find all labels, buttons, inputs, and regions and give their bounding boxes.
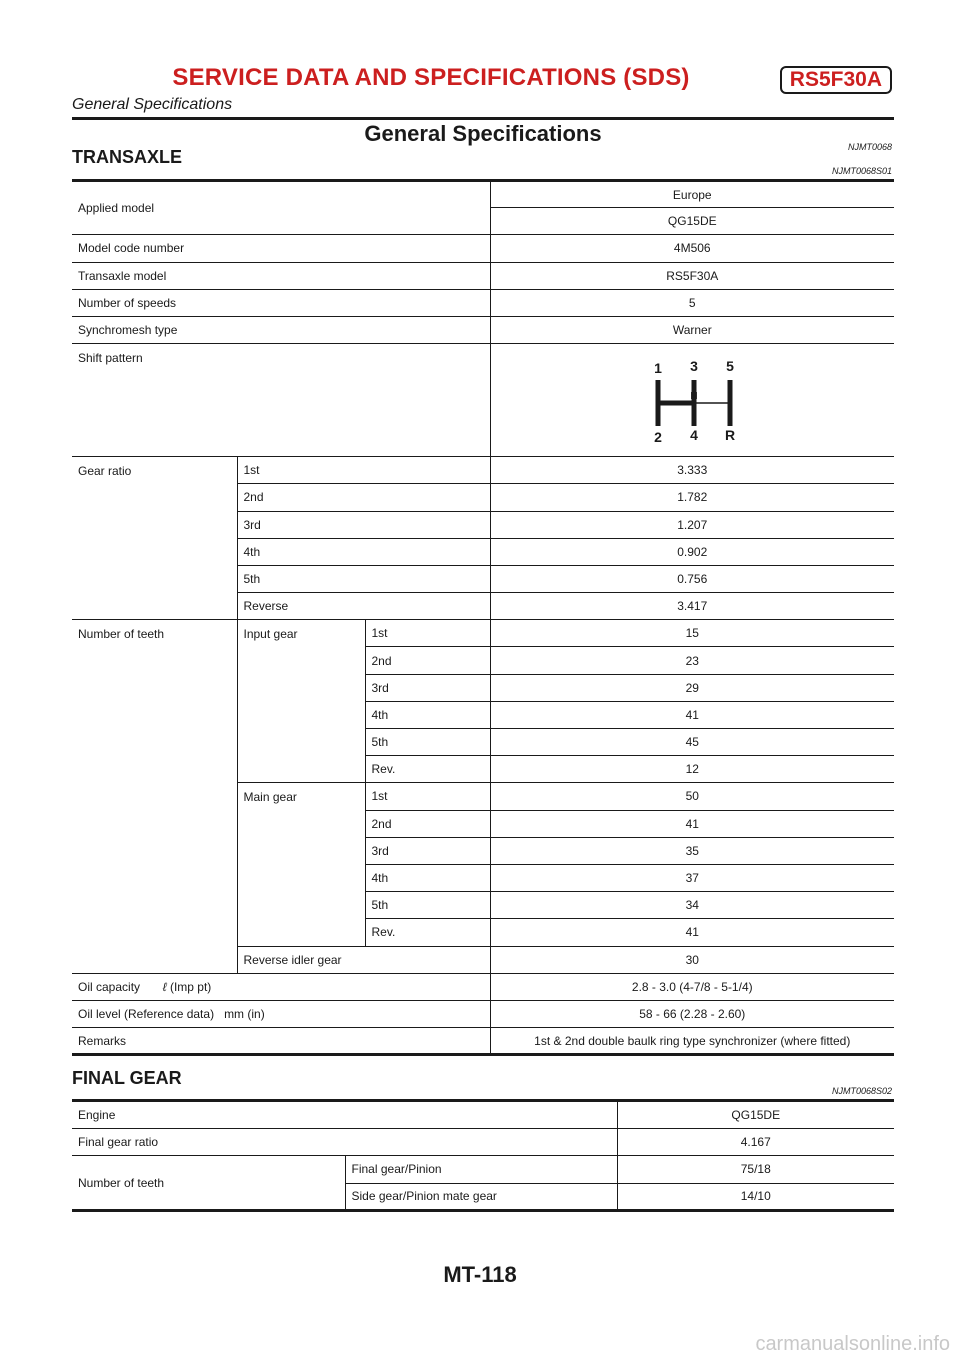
gear-ratio-gear: 2nd [237, 484, 490, 511]
main-gear-gear: 5th [365, 892, 490, 919]
input-gear-gear: 1st [365, 620, 490, 647]
final-ratio-label: Final gear ratio [72, 1128, 617, 1156]
header-divider [72, 117, 894, 120]
table-row [72, 1028, 894, 1055]
speeds-value: 5 [490, 289, 894, 316]
final-gear-title: FINAL GEAR [72, 1068, 182, 1088]
final-teeth-item: Side gear/Pinion mate gear [345, 1183, 617, 1211]
shift-pattern-label: Shift pattern [72, 344, 490, 457]
input-gear-value: 15 [490, 620, 894, 647]
liter-symbol: ℓ [162, 979, 167, 994]
gear-ratio-gear: Reverse [237, 593, 490, 620]
gear-ratio-label: Gear ratio [72, 457, 237, 620]
teeth-label: Number of teeth [72, 620, 237, 973]
input-gear-value: 12 [490, 756, 894, 783]
idler-gear-label: Reverse idler gear [237, 946, 490, 973]
input-gear-gear: 4th [365, 701, 490, 728]
oil-capacity-label: Oil capacity [78, 979, 141, 994]
page-code: NJMT0068 [847, 142, 892, 152]
table-row [72, 235, 894, 262]
table-row [72, 1128, 894, 1156]
page-title: General Specifications [364, 121, 602, 146]
table-row [72, 316, 894, 343]
table-row [72, 1000, 894, 1027]
input-gear-value: 45 [490, 729, 894, 756]
gear-ratio-value: 0.756 [490, 565, 894, 592]
model-code-value: 4M506 [490, 235, 894, 262]
main-gear-value: 35 [490, 837, 894, 864]
input-gear-value: 29 [490, 674, 894, 701]
final-teeth-value: 75/18 [617, 1156, 894, 1184]
table-row [72, 457, 894, 484]
applied-model-label: Applied model [78, 201, 155, 216]
gear-neutral-label: N [690, 391, 698, 403]
main-gear-gear: 3rd [365, 837, 490, 864]
gear-r-label: R [725, 427, 736, 444]
applied-model-engine: QG15DE [490, 208, 894, 235]
gear-4-label: 4 [690, 427, 699, 444]
gear-5-label: 5 [726, 358, 735, 375]
remarks-label: Remarks [72, 1028, 490, 1055]
engine-value: QG15DE [617, 1101, 894, 1129]
final-ratio-value: 4.167 [617, 1128, 894, 1156]
idler-gear-value: 30 [490, 946, 894, 973]
table-row [72, 344, 894, 457]
transaxle-model-value: RS5F30A [490, 262, 894, 289]
final-teeth-value: 14/10 [617, 1183, 894, 1211]
table-row [72, 1156, 894, 1184]
input-gear-gear: Rev. [365, 756, 490, 783]
main-gear-gear: 1st [365, 783, 490, 810]
gear-ratio-gear: 3rd [237, 511, 490, 538]
transaxle-model-label: Transaxle model [72, 262, 490, 289]
input-gear-value: 23 [490, 647, 894, 674]
header-subtitle: General Specifications [72, 96, 233, 113]
main-gear-gear: 2nd [365, 810, 490, 837]
main-gear-gear: Rev. [365, 919, 490, 946]
input-gear-gear: 5th [365, 729, 490, 756]
synchromesh-label: Synchromesh type [72, 316, 490, 343]
watermark: carmanualsonline.info [755, 1333, 950, 1355]
gear-ratio-value: 1.207 [490, 511, 894, 538]
main-gear-value: 34 [490, 892, 894, 919]
final-teeth-item: Final gear/Pinion [345, 1156, 617, 1184]
main-gear-gear: 4th [365, 864, 490, 891]
gear-ratio-value: 0.902 [490, 538, 894, 565]
transaxle-code: NJMT0068S01 [831, 166, 892, 176]
gear-2-label: 2 [654, 429, 663, 446]
page-number: MT-118 [443, 1262, 517, 1287]
transaxle-title: TRANSAXLE [72, 147, 183, 167]
applied-model-region: Europe [490, 181, 894, 208]
final-gear-code: NJMT0068S02 [831, 1086, 892, 1096]
gear-ratio-value: 3.417 [490, 593, 894, 620]
final-teeth-label: Number of teeth [72, 1156, 345, 1211]
main-gear-value: 41 [490, 810, 894, 837]
input-gear-value: 41 [490, 701, 894, 728]
input-gear-gear: 2nd [365, 647, 490, 674]
table-row [72, 289, 894, 316]
oil-capacity-label-cell [72, 973, 490, 1000]
main-gear-value: 37 [490, 864, 894, 891]
oil-capacity-unit: (Imp pt) [169, 979, 212, 994]
main-gear-value: 50 [490, 783, 894, 810]
model-code-label: Model code number [72, 235, 490, 262]
page-header [72, 64, 894, 124]
gear-ratio-gear: 5th [237, 565, 490, 592]
final-gear-table [72, 1099, 894, 1212]
table-row [72, 262, 894, 289]
engine-label: Engine [78, 1107, 116, 1122]
gear-ratio-gear: 4th [237, 538, 490, 565]
table-row [72, 1101, 894, 1129]
gear-ratio-value: 1.782 [490, 484, 894, 511]
input-gear-gear: 3rd [365, 674, 490, 701]
main-gear-value: 41 [490, 919, 894, 946]
input-gear-label: Input gear [237, 620, 365, 783]
table-row [72, 620, 894, 647]
main-gear-label: Main gear [237, 783, 365, 946]
gear-ratio-value: 3.333 [490, 457, 894, 484]
speeds-label: Number of speeds [72, 289, 490, 316]
shift-pattern-cell [490, 344, 894, 457]
synchromesh-value: Warner [490, 316, 894, 343]
remarks-value: 1st & 2nd double baulk ring type synchronizer (where fitted) [490, 1028, 894, 1055]
oil-level-value: 58 - 66 (2.28 - 2.60) [490, 1000, 894, 1027]
shift-pattern-diagram [642, 356, 742, 448]
gear-ratio-gear: 1st [237, 457, 490, 484]
gear-1-label: 1 [654, 360, 663, 377]
oil-level-label: Oil level (Reference data) mm (in) [72, 1000, 490, 1027]
gear-3-label: 3 [690, 358, 699, 375]
transaxle-table [72, 179, 894, 1056]
header-title: SERVICE DATA AND SPECIFICATIONS (SDS) [172, 64, 690, 91]
table-row [72, 181, 894, 208]
table-row [72, 973, 894, 1000]
oil-capacity-value: 2.8 - 3.0 (4-7/8 - 5-1/4) [490, 973, 894, 1000]
header-badge: RS5F30A [780, 66, 892, 94]
